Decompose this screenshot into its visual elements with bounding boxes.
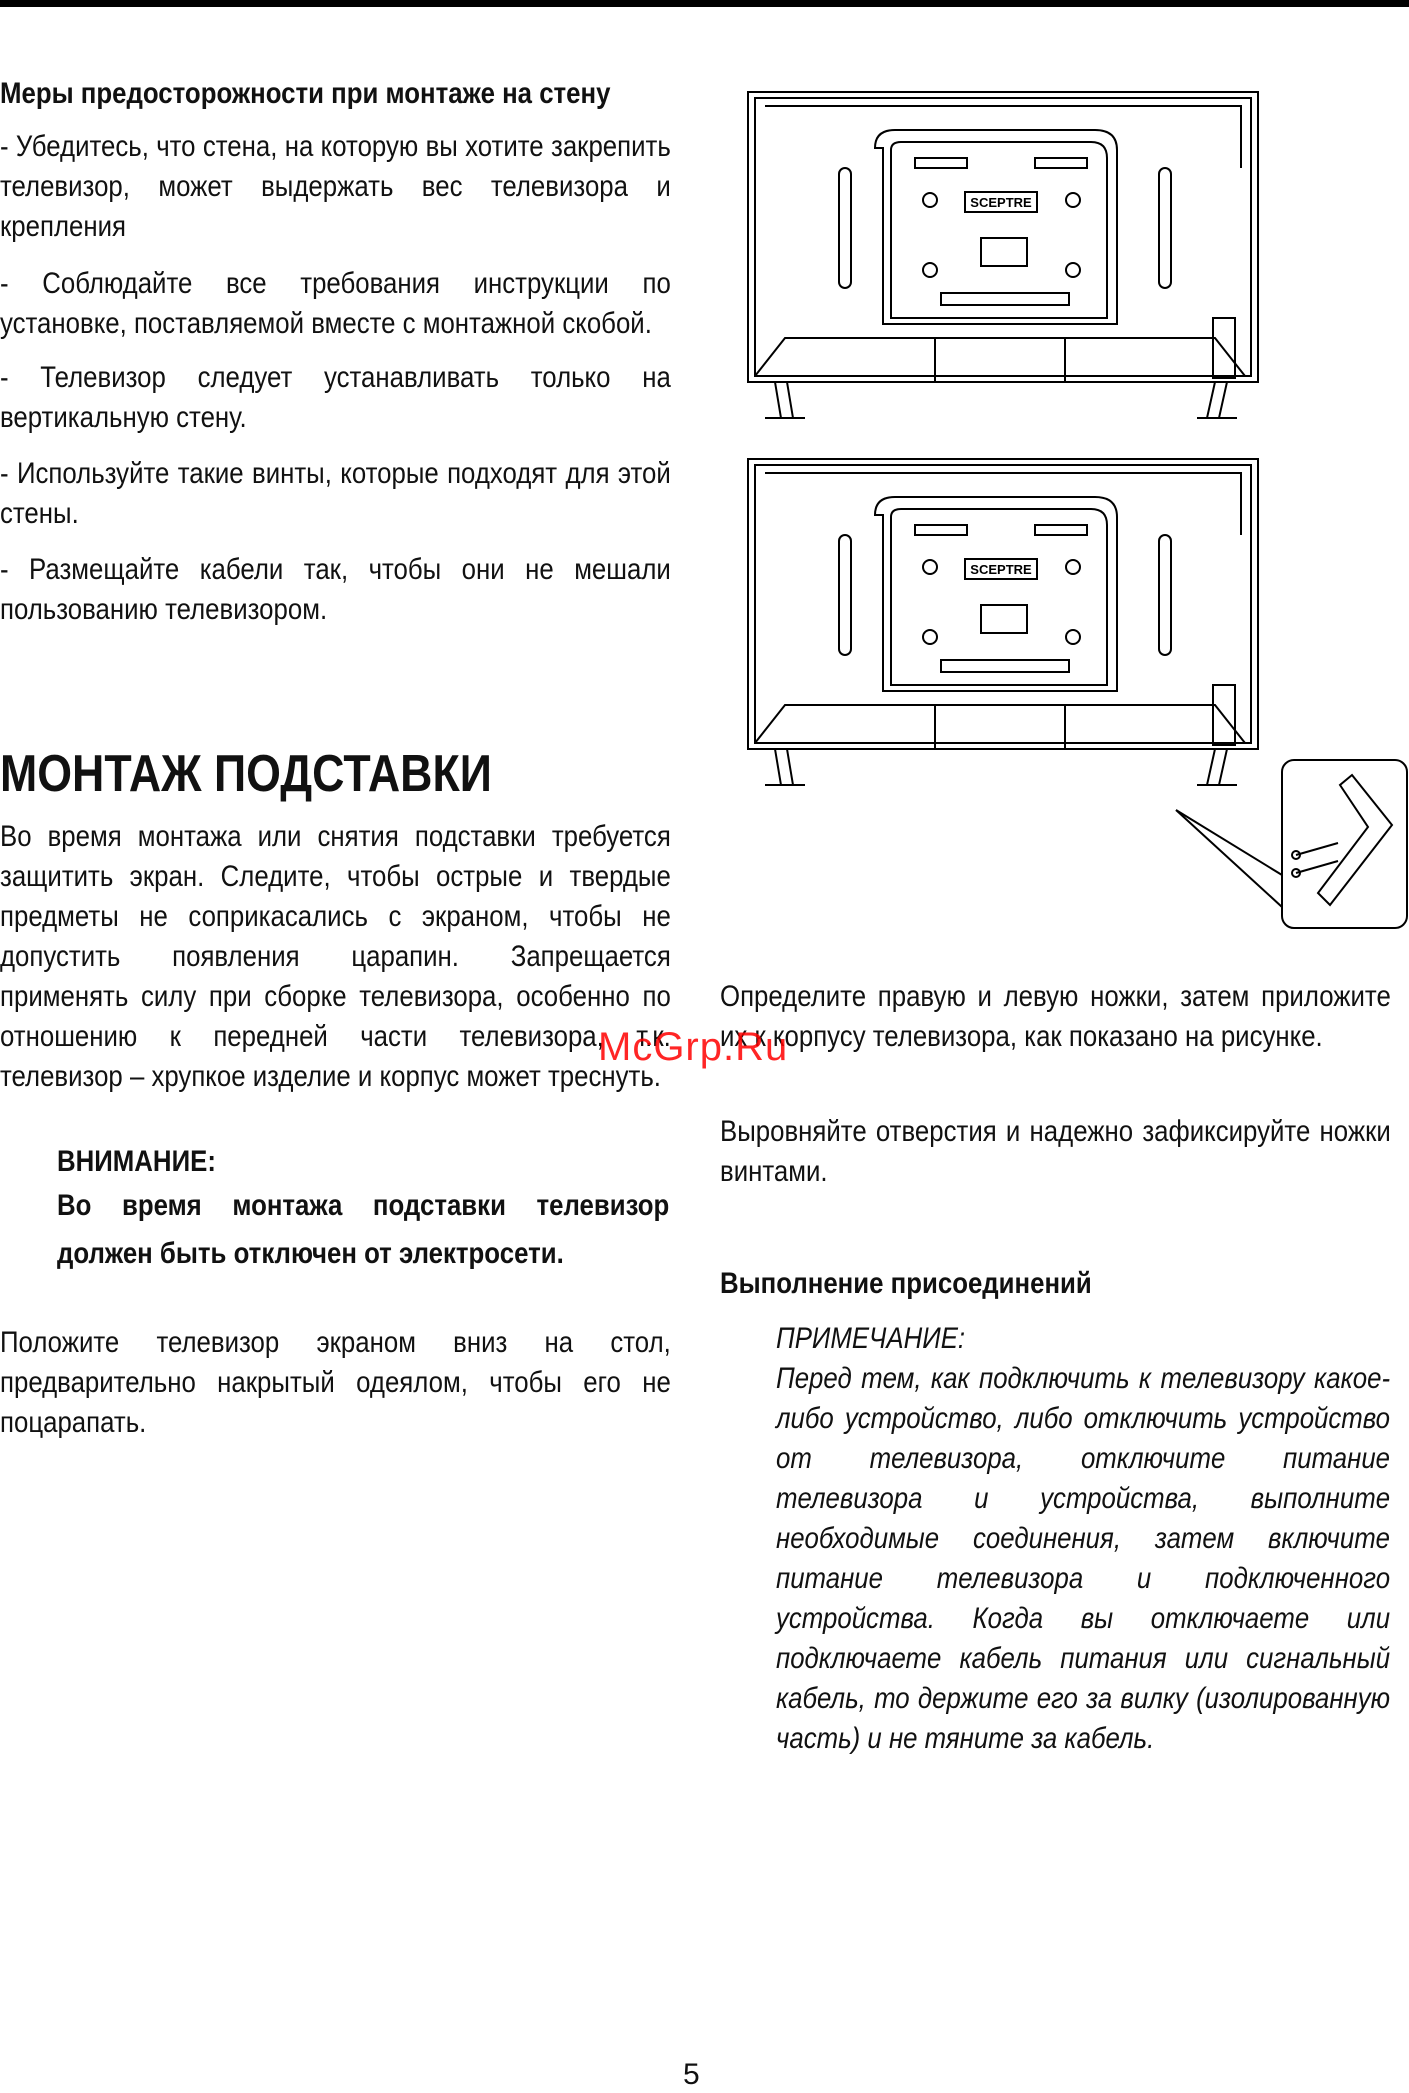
- placement-paragraph: Положите телевизор экраном вниз на стол, предварительно накрытый одеялом, чтобы его не поцарапать.: [0, 1326, 671, 1439]
- note-label: ПРИМЕЧАНИЕ:: [776, 1322, 966, 1355]
- wall-item-5: - Размещайте кабели так, чтобы они не мешали пользованию телевизором.: [0, 553, 671, 626]
- legs-paragraph: Определите правую и левую ножки, затем приложите их к корпусу телевизора, как показано на рисунке.: [720, 980, 1391, 1053]
- tv-brand-bottom: SCEPTRE: [970, 562, 1032, 577]
- wall-item-4: - Используйте такие винты, которые подходят для этой стены.: [0, 457, 671, 530]
- connections-title: Выполнение присоединений: [720, 1267, 1092, 1300]
- watermark: McGrp.Ru: [598, 1025, 789, 1069]
- wall-item-2: - Соблюдайте все требования инструкции по установке, поставляемой вместе с монтажной скобой.: [0, 267, 671, 340]
- note-text: Перед тем, как подключить к телевизору какое-либо устройство, либо отключить устройство от телевизора, отключите питание телевизора и устройства, выполните необходимые соединения, затем включите питание телевизора и подключенного устройства. Когда вы отключаете или подключаете кабель питания или сигнальный кабель, то держите его за вилку (изолированную часть) и не тяните за кабель.: [776, 1362, 1391, 1755]
- warning-block: [57, 1142, 670, 1278]
- stand-leg-shape: [1318, 775, 1392, 905]
- note-block: [776, 1319, 1390, 1759]
- wall-item-3: - Телевизор следует устанавливать только на вертикальную стену.: [0, 361, 671, 434]
- tv-back-diagram-top: [745, 88, 1265, 428]
- warning-label: ВНИМАНИЕ:: [57, 1145, 216, 1178]
- align-paragraph: Выровняйте отверстия и надежно зафиксируйте ножки винтами.: [720, 1115, 1391, 1188]
- tv-brand-top: SCEPTRE: [970, 195, 1032, 210]
- warning-text: Во время монтажа подставки телевизор должен быть отключен от электросети.: [57, 1189, 670, 1270]
- wall-item-1: - Убедитесь, что стена, на которую вы хотите закрепить телевизор, может выдержать вес телевизора и крепления: [0, 130, 671, 243]
- stand-paragraph: Во время монтажа или снятия подставки требуется защитить экран. Следите, чтобы острые и твердые предметы не соприкасались с экраном, чтобы не допустить появления царапин. Запрещается применять силу при сборке телевизора, особенно по отношению к передней части телевизора, т.к. телевизор – хрупкое изделие и корпус может треснуть.: [0, 820, 671, 1093]
- wall-mount-title: Меры предосторожности при монтаже на стену: [0, 77, 611, 110]
- tv-back-diagram-bottom: [745, 455, 1265, 795]
- page-number: 5: [683, 2058, 700, 2091]
- top-rule: [0, 0, 1409, 7]
- stand-assembly-title: МОНТАЖ ПОДСТАВКИ: [0, 745, 492, 803]
- stand-leg-detail-diagram: [1170, 755, 1409, 935]
